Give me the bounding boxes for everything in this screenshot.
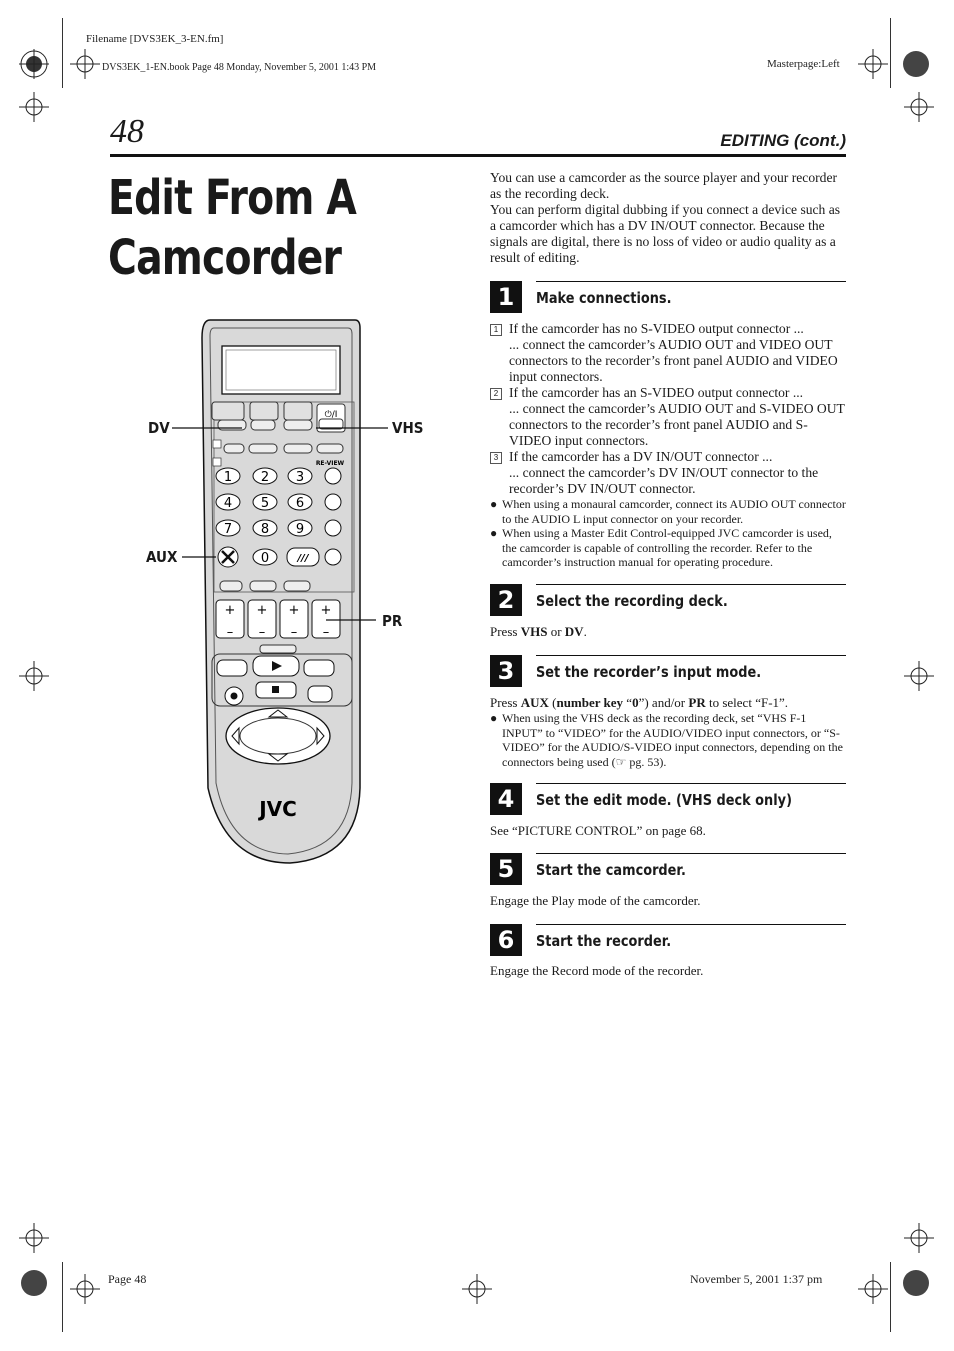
book-info-text: DVS3EK_1-EN.book Page 48 Monday, November 5, 2001 1:43 PM bbox=[102, 62, 377, 73]
svg-text:–: – bbox=[290, 625, 298, 640]
step-body: See “PICTURE CONTROL” on page 68. bbox=[490, 823, 706, 838]
step-rule bbox=[536, 655, 846, 656]
crop-line bbox=[62, 1262, 63, 1332]
intro-paragraph-2: You can perform digital dubbing if you connect a device such as a camcorder which has a DV IN/OUT connector. Because the signals are digital, there is no loss of video or audio quality as a result of editing. bbox=[490, 202, 841, 265]
intro-text bbox=[490, 170, 846, 266]
registration-mark bbox=[19, 661, 49, 691]
note-bullet: ● When using a Master Edit Control-equipped JVC camcorder is used, the camcorder is capable of controlling the recorder. Refer to the camcorder’s instruction manual for operating procedure. bbox=[490, 526, 832, 569]
intro-paragraph-1: You can use a camcorder as the source player and your recorder as the recording deck. bbox=[490, 170, 837, 201]
remote-control-drawing bbox=[150, 318, 440, 866]
option-marker: 2 bbox=[490, 388, 502, 400]
step-heading: Select the recording deck. bbox=[536, 592, 728, 610]
pr-key: PR bbox=[688, 695, 706, 710]
svg-text:///: /// bbox=[297, 553, 309, 564]
step-heading: Set the recorder’s input mode. bbox=[536, 663, 762, 681]
step-number: 1 bbox=[490, 281, 522, 313]
note-bullet: ● When using a monaural camcorder, connect its AUDIO OUT connector to the AUDIO L input connector on your recorder. bbox=[490, 497, 846, 526]
step-rule bbox=[536, 281, 846, 282]
crop-line bbox=[62, 18, 63, 88]
svg-text:–: – bbox=[322, 625, 330, 640]
svg-text:–: – bbox=[226, 625, 234, 640]
step-number: 2 bbox=[490, 584, 522, 616]
registration-mark bbox=[19, 49, 49, 79]
dv-callout-label: DV bbox=[148, 419, 170, 437]
vhs-callout-label: VHS bbox=[392, 419, 424, 437]
step-body: Engage the Record mode of the recorder. bbox=[490, 963, 704, 978]
page-title-line-1: Edit From A bbox=[108, 170, 357, 226]
registration-mark bbox=[70, 49, 100, 79]
crop-line bbox=[890, 18, 891, 88]
step-rule bbox=[536, 853, 846, 854]
digit-9: 9 bbox=[295, 522, 305, 537]
step-body: Press AUX (number key “0”) and/or PR to select “F-1”. ● When using the VHS deck as the recording deck, set “VHS F-1 INPUT” to “VIDEO” for the AUDIO/VIDEO input connectors, or “S-VIDEO” for the AUDIO/S-VIDEO input connectors, depending on the connectors being used (☞ pg. 53). bbox=[490, 695, 846, 769]
step-body bbox=[490, 321, 846, 570]
svg-text:+: + bbox=[288, 603, 300, 618]
footer-date: November 5, 2001 1:37 pm bbox=[690, 1272, 823, 1286]
option-detail: ... connect the camcorder’s DV IN/OUT connector to the recorder’s DV IN/OUT connector. bbox=[509, 465, 819, 496]
step-number: 4 bbox=[490, 783, 522, 815]
remote-control-illustration bbox=[146, 318, 440, 866]
svg-text:–: – bbox=[258, 625, 266, 640]
page-title bbox=[108, 168, 379, 288]
digit-2: 2 bbox=[260, 470, 270, 485]
footer-page: Page 48 bbox=[108, 1272, 147, 1286]
step-rule bbox=[536, 924, 846, 925]
digit-6: 6 bbox=[295, 496, 305, 511]
option-line: If the camcorder has an S-VIDEO output connector ... bbox=[509, 385, 804, 400]
step-number: 6 bbox=[490, 924, 522, 956]
connection-option bbox=[490, 385, 846, 401]
digit-5: 5 bbox=[260, 496, 270, 511]
step-heading: Set the edit mode. (VHS deck only) bbox=[536, 791, 792, 809]
step-body: Press VHS or DV. bbox=[490, 624, 587, 639]
page-title-line-2: Camcorder bbox=[108, 230, 342, 286]
dv-key: DV bbox=[564, 624, 584, 639]
step-heading: Start the recorder. bbox=[536, 932, 672, 950]
digit-3: 3 bbox=[295, 470, 305, 485]
option-detail: ... connect the camcorder’s AUDIO OUT and S-VIDEO OUT connectors to the recorder’s front panel AUDIO and S-VIDEO input connectors. bbox=[509, 401, 845, 448]
registration-mark bbox=[858, 1274, 888, 1304]
option-line: If the camcorder has no S-VIDEO output connector ... bbox=[509, 321, 804, 336]
registration-mark bbox=[904, 1223, 934, 1253]
connection-option bbox=[490, 321, 846, 337]
header-rule bbox=[110, 154, 846, 157]
svg-text:+: + bbox=[256, 603, 268, 618]
brand-logo: JVC bbox=[259, 797, 297, 821]
aux-key: AUX bbox=[520, 695, 549, 710]
review-label: RE-VIEW bbox=[315, 460, 345, 467]
aux-callout-label: AUX bbox=[146, 548, 178, 566]
option-line: If the camcorder has a DV IN/OUT connector ... bbox=[509, 449, 773, 464]
registration-mark bbox=[462, 1274, 492, 1304]
svg-text:+: + bbox=[320, 603, 332, 618]
step-number: 3 bbox=[490, 655, 522, 687]
vhs-key: VHS bbox=[520, 624, 548, 639]
digit-0: 0 bbox=[260, 551, 270, 566]
digit-4: 4 bbox=[223, 496, 233, 511]
step-rule bbox=[536, 584, 846, 585]
pr-callout-label: PR bbox=[382, 612, 403, 630]
power-label: ⏻/I bbox=[324, 410, 338, 420]
page-number: 48 bbox=[110, 113, 144, 150]
registration-mark bbox=[901, 1268, 931, 1298]
connection-option bbox=[490, 449, 846, 465]
registration-mark bbox=[19, 92, 49, 122]
note-bullet: ● When using the VHS deck as the recording deck, set “VHS F-1 INPUT” to “VIDEO” for the AUDIO/VIDEO input connectors, or “S-VIDEO” for the AUDIO/S-VIDEO input connectors, depending on the connectors being used (☞ pg. 53). bbox=[490, 711, 843, 769]
digit-7: 7 bbox=[223, 522, 233, 537]
option-detail: ... connect the camcorder’s AUDIO OUT and VIDEO OUT connectors to the recorder’s front panel AUDIO and VIDEO input connectors. bbox=[509, 337, 838, 384]
registration-mark bbox=[858, 49, 888, 79]
masterpage-text: Masterpage:Left bbox=[767, 58, 840, 70]
registration-mark bbox=[19, 1223, 49, 1253]
step-rule bbox=[536, 783, 846, 784]
option-marker: 1 bbox=[490, 324, 502, 336]
crop-line bbox=[890, 1262, 891, 1332]
section-title: EDITING (cont.) bbox=[720, 131, 846, 150]
registration-mark bbox=[904, 661, 934, 691]
step-number: 5 bbox=[490, 853, 522, 885]
step-heading: Start the camcorder. bbox=[536, 861, 686, 879]
registration-mark bbox=[70, 1274, 100, 1304]
registration-mark bbox=[901, 49, 931, 79]
digit-8: 8 bbox=[260, 522, 270, 537]
step-heading: Make connections. bbox=[536, 289, 672, 307]
registration-mark bbox=[904, 92, 934, 122]
filename-text: Filename [DVS3EK_3-EN.fm] bbox=[86, 33, 224, 45]
digit-1: 1 bbox=[223, 470, 233, 485]
svg-text:+: + bbox=[224, 603, 236, 618]
option-marker: 3 bbox=[490, 452, 502, 464]
registration-mark bbox=[19, 1268, 49, 1298]
step-body: Engage the Play mode of the camcorder. bbox=[490, 893, 701, 908]
